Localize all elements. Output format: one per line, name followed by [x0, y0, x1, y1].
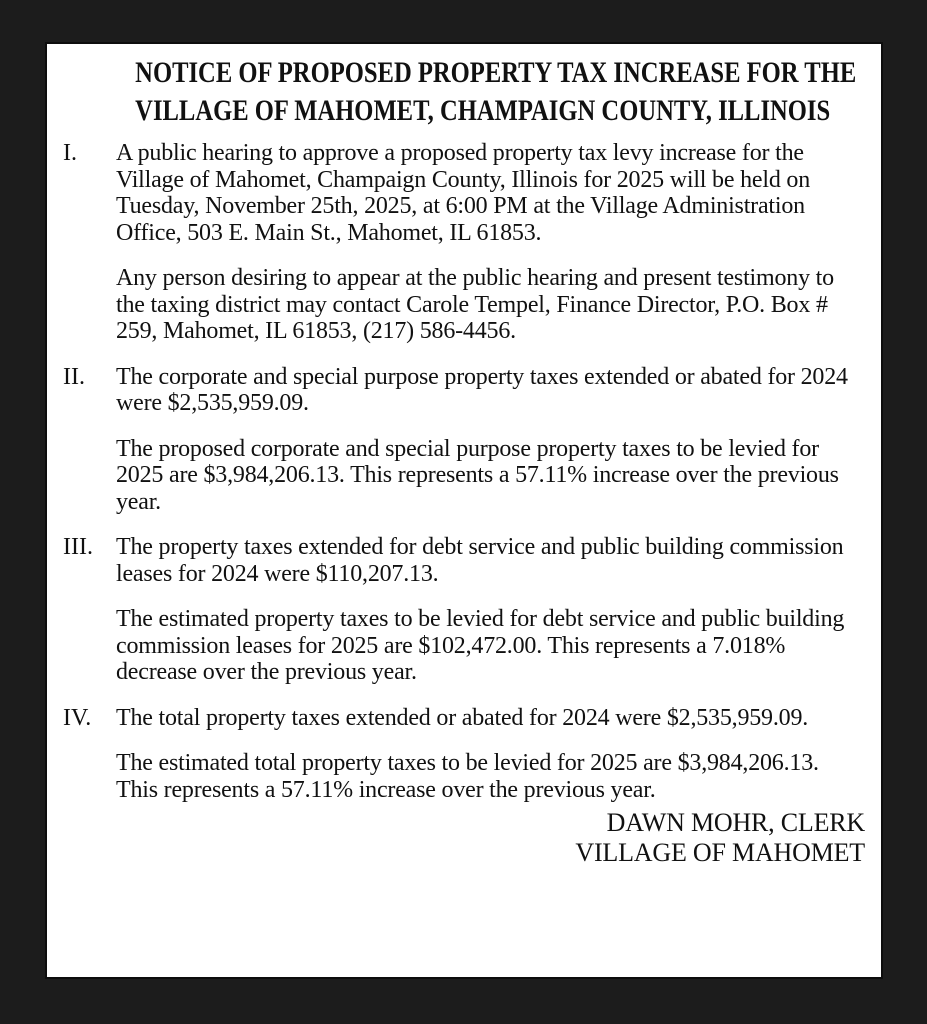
- notice-title: [63, 54, 865, 130]
- notice-title-line-1: NOTICE OF PROPOSED PROPERTY TAX INCREASE FOR THE: [135, 56, 857, 89]
- notice-item-2: [63, 364, 865, 535]
- notice-title-line-2: VILLAGE OF MAHOMET, CHAMPAIGN COUNTY, ILLINOIS: [135, 94, 831, 127]
- item-paragraph: The property taxes extended for debt service and public building commission leases for 2024 were $110,207.13.: [116, 534, 844, 587]
- item-paragraphs: [116, 534, 865, 705]
- item-paragraphs: [116, 705, 865, 823]
- item-numeral: I.: [63, 140, 77, 166]
- notice-item-3: [63, 534, 865, 705]
- item-paragraph: The corporate and special purpose property taxes extended or abated for 2024 were $2,535,959.09.: [116, 363, 848, 416]
- item-paragraph: The estimated property taxes to be levied for debt service and public building commission leases for 2025 are $102,472.00. This represents a 7.018% decrease over the previous year.: [116, 606, 845, 685]
- item-paragraph: A public hearing to approve a proposed property tax levy increase for the Village of Mahomet, Champaign County, Illinois for 2025 will be held on Tuesday, November 25th, 2025, at 6:00 PM at the Village Administration Office, 503 E. Main St., Mahomet, IL 61853.: [116, 140, 811, 246]
- item-paragraphs: [116, 140, 865, 364]
- notice-document: [45, 42, 883, 979]
- item-paragraph: The total property taxes extended or abated for 2024 were $2,535,959.09.: [116, 704, 809, 731]
- signature-clerk-name: DAWN MOHR, CLERK: [606, 808, 865, 837]
- item-paragraph: Any person desiring to appear at the public hearing and present testimony to the taxing district may contact Carole Tempel, Finance Director, P.O. Box # 259, Mahomet, IL 61853, (217) 586-4456.: [116, 265, 834, 344]
- item-numeral: III.: [63, 534, 93, 560]
- item-paragraph: The proposed corporate and special purpose property taxes to be levied for 2025 are $3,984,206.13. This represents a 57.11% increase over the previous year.: [116, 435, 839, 515]
- item-paragraphs: [116, 364, 865, 535]
- signature-village-name: VILLAGE OF MAHOMET: [575, 838, 865, 867]
- notice-item-4: [63, 705, 865, 823]
- item-paragraph: The estimated total property taxes to be levied for 2025 are $3,984,206.13. This represents a 57.11% increase over the previous year.: [116, 750, 819, 803]
- notice-item-1: [63, 140, 865, 364]
- item-numeral: IV.: [63, 704, 92, 731]
- item-numeral: II.: [63, 363, 85, 390]
